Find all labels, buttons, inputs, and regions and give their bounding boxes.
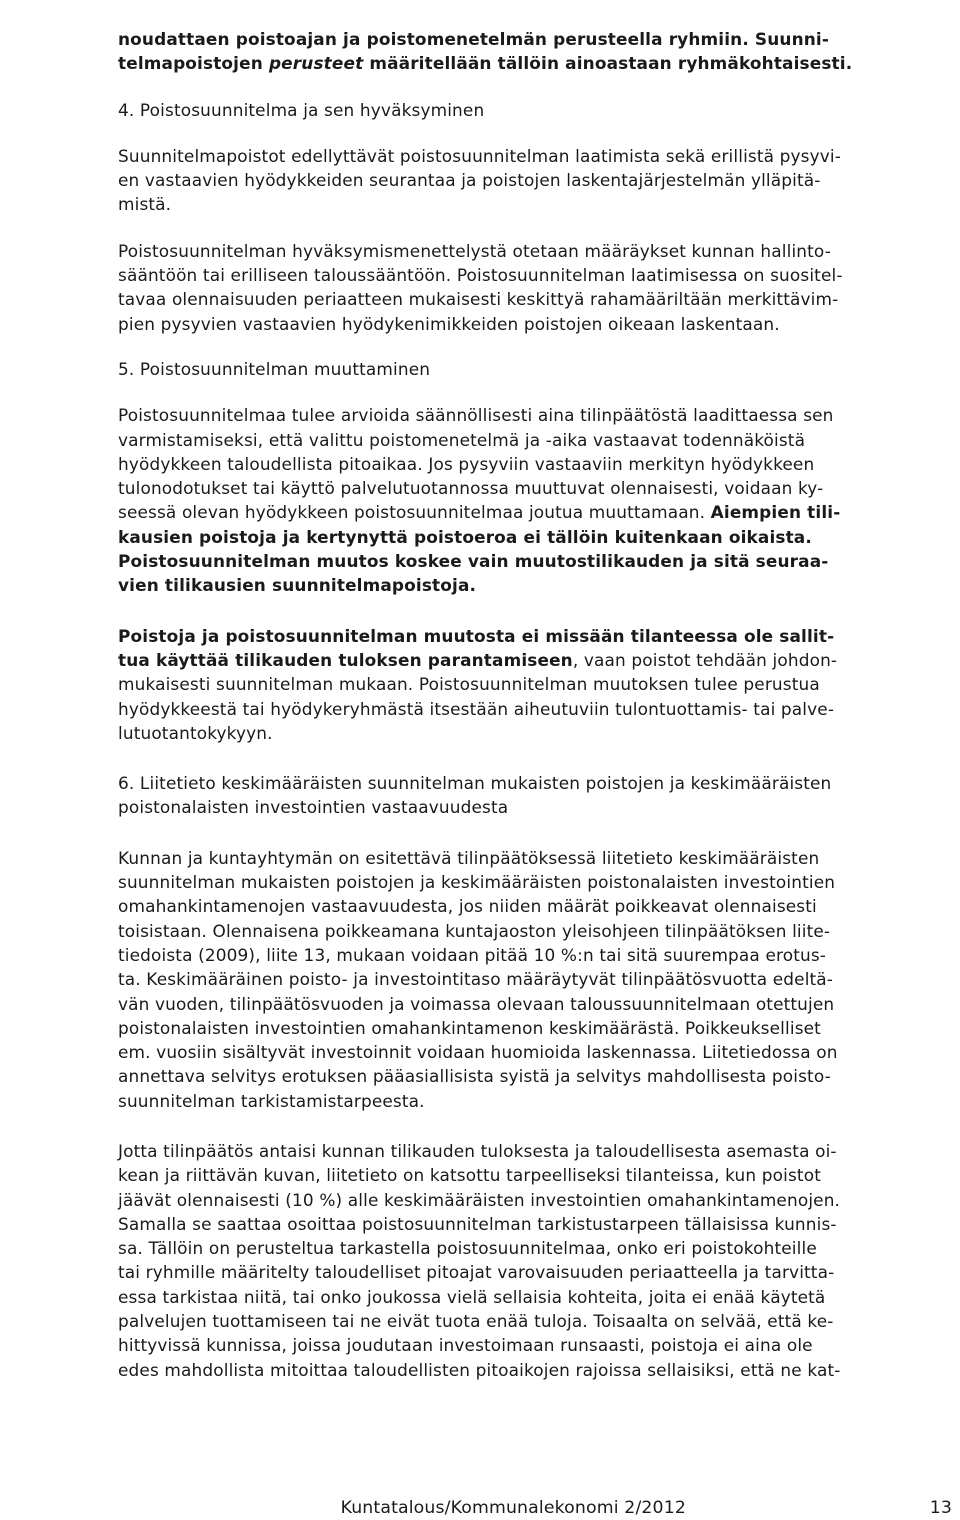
text-line: jäävät olennaisesti (10 %) alle keskimääräisten investointien omahankintamenojen. bbox=[118, 1189, 841, 1210]
section-heading bbox=[118, 771, 953, 820]
text-line: pien pysyvien vastaavien hyödykenimikkeiden poistojen oikeaan laskentaan. bbox=[118, 313, 780, 334]
document-body bbox=[118, 27, 953, 1382]
text-line: mukaisesti suunnitelman mukaan. Poistosuunnitelman muutoksen tulee perustua bbox=[118, 674, 820, 695]
text-line: tulonodotukset tai käyttö palvelutuotannossa muuttuvat olennaisesti, voidaan ky- bbox=[118, 478, 824, 499]
text-line: kausien poistoja ja kertynyttä poistoeroa ei tällöin kuitenkaan oikaista. bbox=[118, 526, 812, 547]
text-line: sa. Tällöin on perusteltua tarkastella poistosuunnitelmaa, onko eri poistokohteille bbox=[118, 1238, 817, 1259]
text-line: vän vuoden, tilinpäätösvuoden ja voimassa olevaan taloussuunnitelmaan otettujen bbox=[118, 993, 835, 1014]
text-line: poistonalaisten investointien omahankintamenon keskimäärästä. Poikkeukselliset bbox=[118, 1017, 821, 1038]
paragraph bbox=[118, 846, 953, 1113]
text-run: määritellään tällöin ainoastaan ryhmäkohtaisesti. bbox=[363, 53, 853, 74]
italic-emphasis: perusteet bbox=[268, 53, 364, 74]
text-line bbox=[118, 648, 953, 672]
text-line: toisistaan. Olennaisena poikkeamana kuntajaoston yleisohjeen tilinpäätöksen liite- bbox=[118, 920, 831, 941]
text-line: Poistosuunnitelman hyväksymismenettelystä otetaan määräykset kunnan hallinto- bbox=[118, 240, 831, 261]
text-line: Suunnitelmapoistot edellyttävät poistosuunnitelman laatimista sekä erillistä pysyvi- bbox=[118, 145, 842, 166]
page-footer bbox=[0, 1496, 960, 1520]
text-line: edes mahdollista mitoittaa taloudellisten pitoaikojen rajoissa sellaisiksi, että ne kat- bbox=[118, 1359, 841, 1380]
text-line: hyödykkeestä tai hyödykeryhmästä itsestään aiheutuviin tulontuottamis- tai palve- bbox=[118, 698, 835, 719]
text-line: hyödykkeen taloudellista pitoaikaa. Jos pysyviin vastaaviin merkityn hyödykkeen bbox=[118, 453, 815, 474]
text-line: ta. Keskimääräinen poisto- ja investointitaso määräytyvät tilinpäätösvuotta edeltä- bbox=[118, 969, 834, 990]
section-5 bbox=[118, 357, 953, 745]
text-line: kean ja riittävän kuvan, liitetieto on katsottu tarpeelliseksi tilanteissa, kun poistot bbox=[118, 1165, 821, 1186]
text-line: palvelujen tuottamiseen tai ne eivät tuota enää tuloja. Toisaalta on selvää, että ke- bbox=[118, 1311, 834, 1332]
text-line: Poistoja ja poistosuunnitelman muutosta ei missään tilanteessa ole sallit- bbox=[118, 625, 835, 646]
text-line: Poistosuunnitelman muutos koskee vain muutostilikauden ja sitä seuraa- bbox=[118, 551, 829, 572]
bold-emphasis: Aiempien tili- bbox=[710, 502, 841, 523]
bold-emphasis: tua käyttää tilikauden tuloksen parantamiseen bbox=[118, 649, 573, 670]
page-number: 13 bbox=[929, 1498, 952, 1518]
publication-name: Kuntatalous/Kommunalekonomi 2/2012 bbox=[340, 1498, 686, 1518]
heading-line: poistonalaisten investointien vastaavuudesta bbox=[118, 797, 509, 818]
text-line: noudattaen poistoajan ja poistomenetelmän perusteella ryhmiin. Suunni- bbox=[118, 29, 830, 49]
text-run: seessä olevan hyödykkeen poistosuunnitelmaa joutua muuttamaan. bbox=[118, 502, 711, 523]
text-line: essa tarkistaa niitä, tai onko joukossa vielä sellaisia kohteita, joita ei enää käytetä bbox=[118, 1286, 826, 1307]
paragraph bbox=[118, 239, 953, 336]
text-line: tiedoista (2009), liite 13, mukaan voidaan pitää 10 %:n tai sitä suurempaa erotus- bbox=[118, 944, 827, 965]
text-line: tavaa olennaisuuden periaatteen mukaisesti keskittyä rahamääriltään merkittävim- bbox=[118, 289, 839, 310]
text-line: sääntöön tai erilliseen taloussääntöön. Poistosuunnitelman laatimisessa on suositel- bbox=[118, 265, 843, 286]
section-6 bbox=[118, 771, 953, 1382]
text-run: , vaan poistot tehdään johdon- bbox=[572, 649, 838, 670]
text-line: Poistosuunnitelmaa tulee arvioida säännöllisesti aina tilinpäätöstä laadittaessa sen bbox=[118, 405, 834, 426]
text-run: telmapoistojen bbox=[118, 53, 269, 74]
paragraph bbox=[118, 144, 953, 217]
text-line: mistä. bbox=[118, 194, 172, 215]
text-line: varmistamiseksi, että valittu poistomenetelmä ja -aika vastaavat todennäköistä bbox=[118, 429, 806, 450]
text-line: annettava selvitys erotuksen pääasiallisista syistä ja selvitys mahdollisesta poisto- bbox=[118, 1066, 831, 1087]
section-heading: 4. Poistosuunnitelma ja sen hyväksyminen bbox=[118, 99, 485, 120]
section-4 bbox=[118, 98, 953, 336]
text-line: hittyvissä kunnissa, joissa joudutaan investoimaan runsaasti, poistoja ei aina ole bbox=[118, 1335, 813, 1356]
text-line bbox=[118, 500, 953, 524]
intro-paragraph bbox=[118, 27, 953, 76]
section-heading: 5. Poistosuunnitelman muuttaminen bbox=[118, 358, 431, 379]
text-line: omahankintamenojen vastaavuudesta, jos niiden määrät poikkeavat olennaisesti bbox=[118, 896, 817, 917]
text-line: lutuotantokykyyn. bbox=[118, 722, 273, 743]
heading-line: 6. Liitetieto keskimääräisten suunnitelman mukaisten poistojen ja keskimääräisten bbox=[118, 773, 832, 794]
text-line: tai ryhmille määritelty taloudelliset pitoajat varovaisuuden periaatteella ja tarvitta- bbox=[118, 1262, 835, 1283]
text-line: vien tilikausien suunnitelmapoistoja. bbox=[118, 575, 477, 596]
text-line bbox=[118, 51, 953, 75]
text-line: en vastaavien hyödykkeiden seurantaa ja poistojen laskentajärjestelmän ylläpitä- bbox=[118, 170, 821, 191]
paragraph bbox=[118, 403, 953, 597]
paragraph bbox=[118, 1139, 953, 1382]
text-line: em. vuosiin sisältyvät investoinnit voidaan huomioida laskennassa. Liitetiedossa on bbox=[118, 1042, 838, 1063]
text-line: Kunnan ja kuntayhtymän on esitettävä tilinpäätöksessä liitetieto keskimääräisten bbox=[118, 847, 820, 868]
text-line: Samalla se saattaa osoittaa poistosuunnitelman tarkistustarpeen tällaisissa kunnis- bbox=[118, 1213, 837, 1234]
text-line: Jotta tilinpäätös antaisi kunnan tilikauden tuloksesta ja taloudellisesta asemasta oi- bbox=[118, 1140, 837, 1161]
text-line: suunnitelman tarkistamistarpeesta. bbox=[118, 1090, 425, 1111]
text-line: suunnitelman mukaisten poistojen ja keskimääräisten poistonalaisten investointien bbox=[118, 872, 836, 893]
paragraph bbox=[118, 624, 953, 745]
